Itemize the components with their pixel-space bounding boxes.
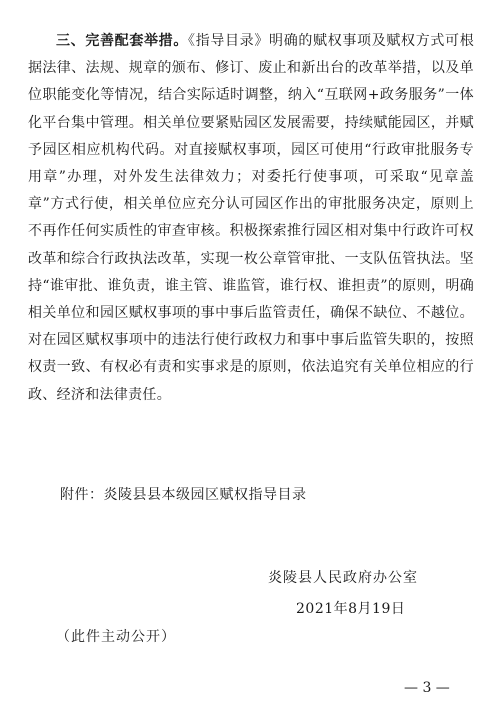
section-lead: 三、完善配套举措。	[56, 33, 189, 49]
issue-date: 2021年8月19日	[296, 601, 406, 617]
page-number: — 3 —	[404, 680, 450, 696]
publicity-note: （此件主动公开）	[56, 629, 176, 645]
section-body: 《指导目录》明确的赋权事项及赋权方式可根据法律、法规、规章的颁布、修订、废止和新出台的改革举措，以及单位职能变化等情况，结合实际适时调整，纳入“互联网+政务服务”一体化平台集中管理。相关单位要紧贴园区发展需要，持续赋能园区，并赋予园区相应机构代码。对直接赋权事项，园区可使用“行政审批服务专用章”办理，对外发生法律效力；对委托行使事项，可采取“见章盖章”方式行使，相关单位应充分认可园区作出的审批服务决定，原则上不再作任何实质性的审查审核。积极探索推行园区相对集中行政许可权改革和综合行政执法改革，实现一枚公章管审批、一支队伍管执法。坚持“谁审批、谁负责，谁主管、谁监管，谁行权、谁担责”的原则，明确相关单位和园区赋权事项的事中事后监管责任，确保不缺位、不越位。对在园区赋权事项中的违法行使行政权力和事中事后监管失职的，按照权责一致、有权必有责和实事求是的原则，依法追究有关单位相应的行政、经济和法律责任。	[28, 33, 475, 403]
attachment-line: 附件：炎陵县县本级园区赋权指导目录	[60, 487, 307, 503]
section-paragraph	[28, 28, 474, 409]
issuer-name: 炎陵县人民政府办公室	[268, 570, 418, 586]
